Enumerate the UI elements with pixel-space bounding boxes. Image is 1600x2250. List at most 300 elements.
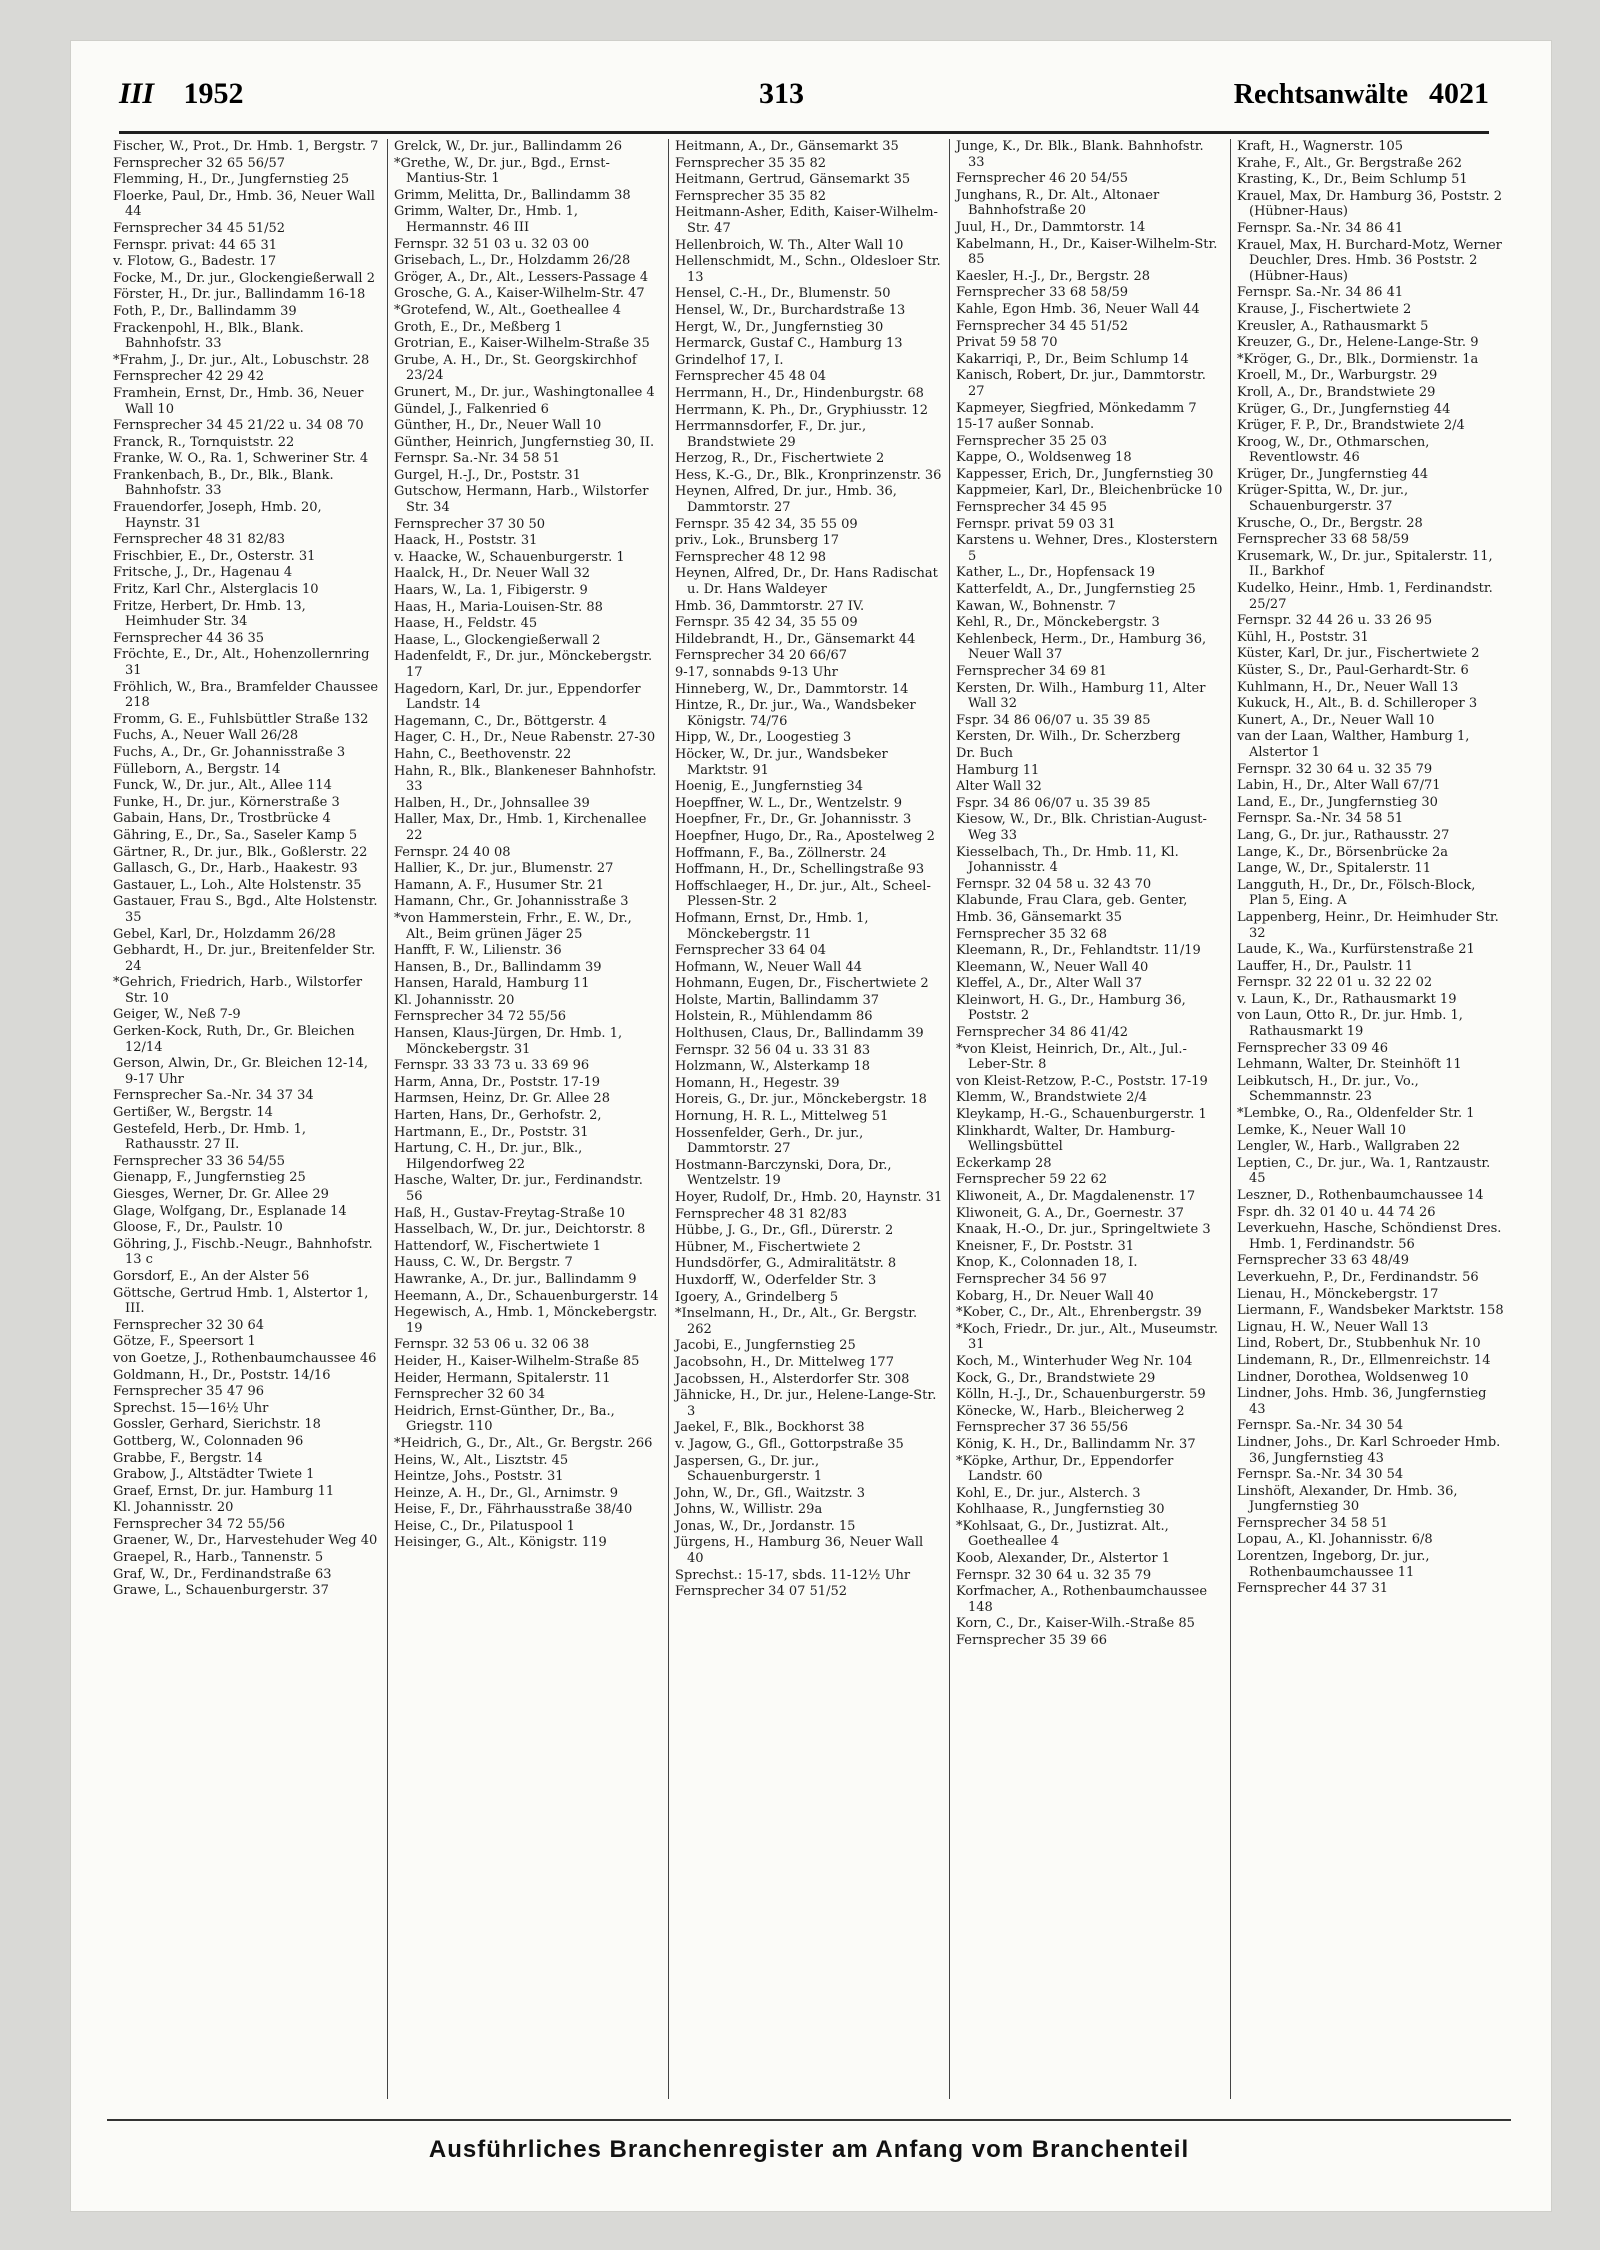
- directory-entry: Hahn, R., Blk., Blankeneser Bahnhofstr. 33: [394, 763, 657, 795]
- directory-entry: Herrmannsdorfer, F., Dr. jur., Brandstwiete 29: [675, 419, 867, 450]
- page-header: [119, 71, 1489, 134]
- directory-entry: Lorentzen, Ingeborg, Dr. jur., Rothenbaumchaussee 11: [1237, 1549, 1430, 1580]
- directory-entry: 9-17, sonnabds 9-13 Uhr: [675, 665, 838, 680]
- directory-entry: Kneisner, F., Dr. Poststr. 31: [956, 1238, 1135, 1254]
- directory-entry: Fernsprecher 33 63 48/49: [1237, 1253, 1409, 1269]
- directory-entry: Grabbe, F., Bergstr. 14: [113, 1450, 263, 1466]
- column-2: [387, 139, 668, 2099]
- directory-entry: Hildebrandt, H., Dr., Gänsemarkt 44: [675, 631, 916, 647]
- directory-entry: Kersten, Dr. Wilh., Hamburg 11, Alter Wall 32: [956, 680, 1206, 712]
- directory-entry: Grotrian, E., Kaiser-Wilhelm-Straße 35: [394, 336, 650, 352]
- directory-entry: Hagedorn, Karl, Dr. jur., Eppendorfer Landstr. 14: [394, 681, 641, 713]
- directory-entry: Kleemann, W., Neuer Wall 40: [956, 959, 1149, 975]
- directory-entry: Lindner, Dorothea, Woldsenweg 10: [1237, 1369, 1469, 1385]
- directory-entry: Fernsprecher 35 47 96: [113, 1384, 265, 1400]
- directory-entry: Graf, W., Dr., Ferdinandstraße 63: [113, 1566, 332, 1582]
- directory-entry: Leptien, C., Dr. jur., Wa. 1, Rantzaustr. 45: [1237, 1155, 1491, 1187]
- directory-entry: Fernspr. 32 56 04 u. 33 31 83: [675, 1042, 871, 1058]
- directory-entry: Lang, G., Dr. jur., Rathausstr. 27: [1237, 827, 1450, 843]
- directory-entry: Lange, K., Dr., Börsenbrücke 2a: [1237, 844, 1448, 860]
- directory-entry: Hmb. 36, Gänsemarkt 35: [956, 909, 1122, 925]
- directory-entry: Fernsprecher 37 36 55/56: [956, 1420, 1128, 1436]
- directory-entry: Heise, C., Dr., Pilatuspool 1: [394, 1518, 575, 1534]
- directory-entry: Kehl, R., Dr., Mönckebergstr. 3: [956, 615, 1160, 631]
- directory-entry: Kappmeier, Karl, Dr., Bleichenbrücke 10: [956, 483, 1223, 499]
- directory-entry: Fuchs, A., Dr., Gr. Johannisstraße 3: [113, 744, 346, 760]
- directory-entry: Fromm, G. E., Fuhlsbüttler Straße 132: [113, 711, 369, 727]
- directory-entry: Hintze, R., Dr. jur., Wa., Wandsbeker Königstr. 74/76: [675, 698, 916, 729]
- directory-entry: Hipp, W., Dr., Loogestieg 3: [675, 730, 852, 746]
- directory-entry: Fspr. 34 86 06/07 u. 35 39 85: [956, 795, 1151, 811]
- directory-entry: Hoyer, Rudolf, Dr., Hmb. 20, Haynstr. 31: [675, 1190, 943, 1205]
- directory-entry: Fernsprecher 37 30 50: [394, 516, 546, 532]
- directory-entry: Glage, Wolfgang, Dr., Esplanade 14: [113, 1203, 347, 1219]
- directory-entry: Günther, H., Dr., Neuer Wall 10: [394, 418, 602, 434]
- directory-entry: Gabain, Hans, Dr., Trostbrücke 4: [113, 811, 331, 827]
- directory-entry: Franck, R., Tornquiststr. 22: [113, 434, 295, 450]
- directory-entry: Kunert, A., Dr., Neuer Wall 10: [1237, 712, 1435, 728]
- directory-entry: Hmb. 36, Dammtorstr. 27 IV.: [675, 598, 865, 614]
- directory-entry: Fernsprecher 34 69 81: [956, 664, 1108, 679]
- directory-entry: Leszner, D., Rothenbaumchaussee 14: [1237, 1188, 1484, 1203]
- directory-entry: Heidrich, Ernst-Günther, Dr., Ba., Griegstr. 110: [394, 1403, 615, 1435]
- directory-entry: Fernspr. Sa.-Nr. 34 86 41: [1237, 220, 1404, 236]
- directory-entry: Hansen, Harald, Hamburg 11: [394, 976, 590, 992]
- directory-entry: Fernsprecher 33 68 58/59: [1237, 532, 1409, 548]
- directory-entry: Gerken-Kock, Ruth, Dr., Gr. Bleichen 12/14: [113, 1024, 355, 1055]
- directory-entry: Kudelko, Heinr., Hmb. 1, Ferdinandstr. 25/27: [1237, 581, 1493, 612]
- directory-entry: Fernsprecher 34 45 51/52: [113, 220, 285, 236]
- directory-entry: Krasting, K., Dr., Beim Schlump 51: [1237, 172, 1468, 188]
- directory-entry: Frankenbach, B., Dr., Blk., Blank. Bahnhofstr. 33: [113, 467, 334, 499]
- directory-entry: *Köpke, Arthur, Dr., Eppendorfer Landstr. 60: [956, 1453, 1174, 1485]
- directory-entry: Holthusen, Claus, Dr., Ballindamm 39: [675, 1026, 924, 1042]
- directory-entry: Fernspr. privat 59 03 31: [956, 516, 1116, 532]
- directory-entry: Heitmann, A., Dr., Gänsemarkt 35: [675, 139, 899, 154]
- directory-entry: Gähring, E., Dr., Sa., Saseler Kamp 5: [113, 827, 358, 843]
- directory-entry: Gündel, J., Falkenried 6: [394, 401, 549, 417]
- directory-entry: Fernsprecher 34 86 41/42: [956, 1025, 1128, 1041]
- directory-entry: Haas, H., Maria-Louisen-Str. 88: [394, 599, 603, 615]
- directory-entry: Kaesler, H.-J., Dr., Bergstr. 28: [956, 268, 1151, 284]
- directory-entry: Krauel, Max, H. Burchard-Motz, Werner Deuchler, Dres. Hmb. 36 Poststr. 2 (Hübner-Haus): [1237, 237, 1502, 284]
- directory-entry: Fernspr. 32 30 64 u. 32 35 79: [1237, 761, 1433, 777]
- directory-entry: Kölln, H.-J., Dr., Schauenburgerstr. 59: [956, 1387, 1206, 1403]
- directory-entry: Fernspr. 32 04 58 u. 32 43 70: [956, 876, 1152, 892]
- directory-entry: von Laun, Otto R., Dr. jur. Hmb. 1, Rathausmarkt 19: [1237, 1008, 1463, 1040]
- directory-entry: Hellenschmidt, M., Schn., Oldesloer Str. 13: [675, 254, 941, 285]
- directory-entry: Grabow, J., Altstädter Twiete 1: [113, 1467, 315, 1483]
- directory-entry: Heinze, A. H., Dr., Gl., Arnimstr. 9: [394, 1485, 618, 1501]
- directory-entry: Kroell, M., Dr., Warburgstr. 29: [1237, 368, 1438, 384]
- directory-entry: Hensel, W., Dr., Burchardstraße 13: [675, 302, 906, 318]
- directory-entry: Günther, Heinrich, Jungfernstieg 30, II.: [394, 434, 655, 450]
- page-number: 313: [759, 77, 804, 110]
- directory-entry: Kanisch, Robert, Dr. jur., Dammtorstr. 27: [956, 368, 1206, 399]
- directory-entry: Flemming, H., Dr., Jungfernstieg 25: [113, 172, 350, 188]
- directory-entry: Alter Wall 32: [956, 779, 1042, 795]
- directory-entry: Graepel, R., Harb., Tannenstr. 5: [113, 1550, 324, 1566]
- directory-entry: König, K. H., Dr., Ballindamm Nr. 37: [956, 1436, 1196, 1452]
- directory-entry: Goldmann, H., Dr., Poststr. 14/16: [113, 1367, 331, 1383]
- directory-entry: Kreusler, A., Rathausmarkt 5: [1237, 318, 1429, 334]
- directory-entry: Fritz, Karl Chr., Alsterglacis 10: [113, 582, 319, 598]
- directory-entry: Kl. Johannisstr. 20: [113, 1500, 234, 1516]
- directory-entry: Hoffmann, H., Dr., Schellingstraße 93: [675, 862, 925, 878]
- directory-entry: Krahe, F., Alt., Gr. Bergstraße 262: [1237, 155, 1462, 171]
- directory-entry: Hundsdörfer, G., Admiralitätstr. 8: [675, 1256, 897, 1272]
- directory-entry: Gebel, Karl, Dr., Holzdamm 26/28: [113, 926, 336, 942]
- directory-entry: Korfmacher, A., Rothenbaumchaussee 148: [956, 1584, 1208, 1615]
- directory-entry: Fernsprecher 32 60 34: [394, 1387, 546, 1403]
- directory-entry: Fernsprecher 34 56 97: [956, 1271, 1108, 1287]
- directory-entry: Halben, H., Dr., Johnsallee 39: [394, 795, 590, 811]
- directory-entry: Hofmann, Ernst, Dr., Hmb. 1, Mönckebergstr. 11: [675, 910, 869, 942]
- directory-entry: Gebhardt, H., Dr. jur., Breitenfelder Str. 24: [113, 943, 376, 974]
- directory-entry: Grosche, G. A., Kaiser-Wilhelm-Str. 47: [394, 286, 645, 302]
- directory-entry: Kohlhaase, R., Jungfernstieg 30: [956, 1502, 1165, 1518]
- directory-entry: Hossenfelder, Gerh., Dr. jur., Dammtorstr. 27: [675, 1125, 864, 1157]
- directory-entry: Fernsprecher 32 65 56/57: [113, 155, 285, 171]
- directory-entry: Fritze, Herbert, Dr. Hmb. 13, Heimhuder Str. 34: [113, 598, 306, 630]
- directory-entry: 15-17 außer Sonnab.: [956, 417, 1095, 433]
- directory-entry: Gärtner, R., Dr. jur., Blk., Goßlerstr. 22: [113, 844, 368, 860]
- column-5: [1230, 139, 1511, 2099]
- directory-entry: priv., Lok., Brunsberg 17: [675, 533, 840, 549]
- directory-entry: Hartung, C. H., Dr. jur., Blk., Hilgendorfweg 22: [394, 1141, 583, 1172]
- directory-entry: *Kohlsaat, G., Dr., Justizrat. Alt., Goetheallee 4: [956, 1518, 1169, 1550]
- column-1: [107, 139, 387, 2099]
- directory-entry: Kühl, H., Poststr. 31: [1237, 629, 1369, 645]
- directory-entry: Grimm, Melitta, Dr., Ballindamm 38: [394, 187, 631, 203]
- directory-entry: Gerson, Alwin, Dr., Gr. Bleichen 12-14, 9-17 Uhr: [113, 1056, 368, 1087]
- directory-entry: Lauffer, H., Dr., Paulstr. 11: [1237, 958, 1414, 974]
- directory-entry: Hohmann, Eugen, Dr., Fischertwiete 2: [675, 976, 929, 992]
- directory-entry: Heynen, Alfred, Dr., Dr. Hans Radischat u. Dr. Hans Waldeyer: [675, 566, 938, 598]
- directory-entry: Kleffel, A., Dr., Alter Wall 37: [956, 976, 1143, 992]
- directory-entry: Fernsprecher 34 45 51/52: [956, 318, 1128, 334]
- directory-entry: Labin, H., Dr., Alter Wall 67/71: [1237, 778, 1441, 794]
- directory-entry: Kliwoneit, G. A., Dr., Goernestr. 37: [956, 1205, 1184, 1221]
- directory-entry: Floerke, Paul, Dr., Hmb. 36, Neuer Wall 44: [113, 188, 375, 220]
- directory-entry: Gallasch, G., Dr., Harb., Haakestr. 93: [113, 861, 358, 877]
- directory-entry: Horeis, G., Dr. jur., Mönckebergstr. 18: [675, 1092, 927, 1108]
- directory-entry: Göhring, J., Fischb.-Neugr., Bahnhofstr. 13 c: [113, 1236, 373, 1268]
- directory-entry: Kl. Johannisstr. 20: [394, 992, 515, 1008]
- directory-entry: Sprechst. 15—16½ Uhr: [113, 1400, 269, 1416]
- directory-entry: Kroog, W., Dr., Othmarschen, Reventlowstr. 46: [1237, 434, 1430, 466]
- directory-entry: Funke, H., Dr. jur., Körnerstraße 3: [113, 794, 340, 810]
- directory-entry: Focke, M., Dr. jur., Glockengießerwall 2: [113, 270, 375, 286]
- directory-entry: Fernspr. Sa.-Nr. 34 30 54: [1237, 1467, 1404, 1483]
- directory-entry: Hergt, W., Dr., Jungfernstieg 30: [675, 319, 884, 335]
- directory-entry: Gottberg, W., Colonnaden 96: [113, 1433, 304, 1449]
- directory-entry: *Kober, C., Dr., Alt., Ehrenbergstr. 39: [956, 1305, 1202, 1321]
- directory-entry: Fernsprecher 35 39 66: [956, 1633, 1108, 1649]
- directory-entry: Haase, H., Feldstr. 45: [394, 616, 538, 632]
- directory-entry: Grawe, L., Schauenburgerstr. 37: [113, 1583, 329, 1599]
- directory-entry: Leverkuehn, Hasche, Schöndienst Dres. Hmb. 1, Ferdinandstr. 56: [1237, 1221, 1502, 1252]
- directory-entry: Kabelmann, H., Dr., Kaiser-Wilhelm-Str. 85: [956, 236, 1218, 268]
- directory-entry: Jonas, W., Dr., Jordanstr. 15: [675, 1518, 856, 1534]
- directory-entry: Hofmann, W., Neuer Wall 44: [675, 959, 863, 975]
- directory-entry: Krüger-Spitta, W., Dr. jur., Schauenburgerstr. 37: [1237, 483, 1409, 515]
- directory-entry: Kahle, Egon Hmb. 36, Neuer Wall 44: [956, 301, 1200, 317]
- directory-entry: Geiger, W., Neß 7-9: [113, 1007, 241, 1023]
- directory-entry: Herrmann, H., Dr., Hindenburgstr. 68: [675, 385, 924, 401]
- directory-entry: Gutschow, Hermann, Harb., Wilstorfer Str. 34: [394, 484, 649, 516]
- directory-entry: Liermann, F., Wandsbeker Marktstr. 158: [1237, 1303, 1504, 1319]
- directory-entry: Grunert, M., Dr. jur., Washingtonallee 4: [394, 384, 655, 400]
- directory-entry: Hübner, M., Fischertwiete 2: [675, 1239, 861, 1255]
- directory-entry: Holste, Martin, Ballindamm 37: [675, 992, 880, 1008]
- section-heading: [1234, 77, 1489, 111]
- directory-entry: Fernspr. 33 33 73 u. 33 69 96: [394, 1058, 590, 1074]
- directory-entry: Fernspr. 32 53 06 u. 32 06 38: [394, 1337, 590, 1353]
- directory-entry: Foth, P., Dr., Ballindamm 39: [113, 303, 297, 319]
- directory-entry: Heitmann-Asher, Edith, Kaiser-Wilhelm-Str. 47: [675, 205, 938, 236]
- directory-entry: von Kleist-Retzow, P.-C., Poststr. 17-19: [956, 1073, 1208, 1089]
- directory-entry: Huxdorff, W., Oderfelder Str. 3: [675, 1272, 877, 1288]
- directory-entry: Fernsprecher 42 29 42: [113, 369, 265, 385]
- directory-entry: Kapmeyer, Siegfried, Mönkedamm 7: [956, 400, 1197, 416]
- directory-entry: Haller, Max, Dr., Hmb. 1, Kirchenallee 22: [394, 812, 647, 843]
- directory-entry: Framhein, Ernst, Dr., Hmb. 36, Neuer Wall 10: [113, 385, 364, 417]
- directory-entry: Kappesser, Erich, Dr., Jungfernstieg 30: [956, 466, 1214, 482]
- directory-entry: Fernsprecher 44 37 31: [1237, 1581, 1389, 1597]
- directory-entry: Johns, W., Willistr. 29a: [675, 1502, 823, 1518]
- directory-entry: Kersten, Dr. Wilh., Dr. Scherzberg: [956, 729, 1181, 745]
- directory-entry: Lange, W., Dr., Spitalerstr. 11: [1237, 861, 1432, 877]
- directory-entry: Hübbe, J. G., Dr., Gfl., Dürerstr. 2: [675, 1223, 894, 1239]
- directory-entry: von Goetze, J., Rothenbaumchaussee 46: [113, 1350, 377, 1366]
- directory-entry: Fernsprecher 33 09 46: [1237, 1040, 1389, 1056]
- directory-entry: Laude, K., Wa., Kurfürstenstraße 21: [1237, 942, 1475, 958]
- directory-entry: Götze, F., Speersort 1: [113, 1334, 256, 1350]
- directory-entry: Fernsprecher 44 36 35: [113, 630, 265, 646]
- directory-entry: Krüger, F. P., Dr., Brandstwiete 2/4: [1237, 418, 1465, 434]
- directory-entry: Fernsprecher 33 68 58/59: [956, 285, 1128, 301]
- directory-entry: *von Kleist, Heinrich, Dr., Alt., Jul.-Leber-Str. 8: [956, 1041, 1187, 1073]
- directory-entry: Fischer, W., Prot., Dr. Hmb. 1, Bergstr. 7: [113, 139, 379, 154]
- directory-entry: Klinkhardt, Walter, Dr. Hamburg-Wellingsbüttel: [956, 1123, 1176, 1155]
- directory-entry: Fernsprecher 59 22 62: [956, 1172, 1108, 1188]
- directory-entry: Harmsen, Heinz, Dr. Gr. Allee 28: [394, 1091, 610, 1107]
- directory-entry: Fernsprecher 35 25 03: [956, 433, 1108, 449]
- directory-entry: Fernspr. 35 42 34, 35 55 09: [675, 516, 858, 532]
- directory-entry: Fernspr. Sa.-Nr. 34 86 41: [1237, 285, 1404, 301]
- directory-entry: Jaspersen, G., Dr. jur., Schauenburgerstr. 1: [675, 1453, 823, 1485]
- directory-entry: van der Laan, Walther, Hamburg 1, Alstertor 1: [1237, 729, 1470, 760]
- directory-entry: Kleinwort, H. G., Dr., Hamburg 36, Poststr. 2: [956, 992, 1186, 1024]
- directory-entry: Fernsprecher 32 30 64: [113, 1317, 265, 1333]
- footer-notice: Ausführliches Branchenregister am Anfang vom Branchenteil: [428, 2136, 1190, 2163]
- directory-entry: Frackenpohl, H., Blk., Blank. Bahnhofstr. 33: [113, 320, 304, 352]
- directory-entry: Fröchte, E., Dr., Alt., Hohenzollernring 31: [113, 647, 370, 678]
- directory-entry: Hartmann, E., Dr., Poststr. 31: [394, 1124, 589, 1140]
- directory-entry: Fspr. dh. 32 01 40 u. 44 74 26: [1237, 1204, 1436, 1220]
- directory-entry: John, W., Dr., Gfl., Waitzstr. 3: [675, 1485, 866, 1501]
- directory-entry: Herzog, R., Dr., Fischertwiete 2: [675, 451, 885, 467]
- directory-entry: Klemm, W., Brandstwiete 2/4: [956, 1090, 1148, 1106]
- volume-number: III: [119, 77, 155, 110]
- directory-entry: Jaekel, F., Blk., Bockhorst 38: [675, 1420, 865, 1436]
- directory-entry: v. Haacke, W., Schauenburgerstr. 1: [394, 549, 625, 565]
- directory-entry: Kiesselbach, Th., Dr. Hmb. 11, Kl. Johannisstr. 4: [956, 844, 1179, 876]
- directory-entry: Fspr. 34 86 06/07 u. 35 39 85: [956, 712, 1151, 728]
- directory-entry: Lind, Robert, Dr., Stubbenhuk Nr. 10: [1237, 1336, 1481, 1352]
- directory-entry: Jacobi, E., Jungfernstieg 25: [675, 1338, 856, 1354]
- directory-entry: *Grotefend, W., Alt., Goetheallee 4: [394, 302, 622, 318]
- directory-entry: Linshöft, Alexander, Dr. Hmb. 36, Jungfernstieg 30: [1237, 1483, 1458, 1515]
- directory-entry: Hoffmann, F., Ba., Zöllnerstr. 24: [675, 845, 887, 861]
- directory-entry: Graef, Ernst, Dr. jur. Hamburg 11: [113, 1483, 335, 1499]
- column-4: [949, 139, 1230, 2099]
- directory-entry: Privat 59 58 70: [956, 335, 1058, 351]
- directory-entry: Gestefeld, Herb., Dr. Hmb. 1, Rathausstr. 27 II.: [113, 1121, 307, 1153]
- directory-entry: Heintze, Johs., Poststr. 31: [394, 1469, 564, 1485]
- directory-entry: Kappe, O., Woldsenweg 18: [956, 450, 1132, 466]
- directory-entry: Heins, W., Alt., Lisztstr. 45: [394, 1452, 569, 1468]
- directory-entry: Kawan, W., Bohnenstr. 7: [956, 598, 1116, 614]
- directory-entry: Knaak, H.-O., Dr. jur., Springeltwiete 3: [956, 1222, 1211, 1238]
- directory-entry: Fernsprecher 35 35 82: [675, 188, 827, 204]
- directory-entry: Heitmann, Gertrud, Gänsemarkt 35: [675, 172, 911, 188]
- directory-entry: Fritsche, J., Dr., Hagenau 4: [113, 565, 293, 581]
- directory-entry: Fröhlich, W., Bra., Bramfelder Chaussee 218: [113, 679, 379, 711]
- directory-entry: Frischbier, E., Dr., Osterstr. 31: [113, 548, 316, 564]
- year: 1952: [183, 77, 244, 110]
- directory-entry: Krause, J., Fischertwiete 2: [1237, 301, 1412, 317]
- directory-entry: Haack, H., Poststr. 31: [394, 533, 538, 549]
- directory-entry: *Grethe, W., Dr. jur., Bgd., Ernst-Mantius-Str. 1: [394, 155, 610, 187]
- directory-entry: Gorsdorf, E., An der Alster 56: [113, 1268, 310, 1284]
- directory-entry: Lignau, H. W., Neuer Wall 13: [1237, 1319, 1429, 1335]
- directory-entry: Klabunde, Frau Clara, geb. Genter,: [956, 893, 1188, 909]
- directory-entry: Grube, A. H., Dr., St. Georgskirchhof 23/24: [394, 352, 637, 384]
- directory-entry: Heemann, A., Dr., Schauenburgerstr. 14: [394, 1288, 659, 1304]
- directory-entry: Förster, H., Dr. jur., Ballindamm 16-18: [113, 287, 366, 303]
- directory-entry: Grisebach, L., Dr., Holzdamm 26/28: [394, 253, 631, 269]
- directory-entry: Land, E., Dr., Jungfernstieg 30: [1237, 794, 1438, 810]
- directory-entry: Gertißer, W., Bergstr. 14: [113, 1105, 273, 1121]
- directory-entry: Hansen, B., Dr., Ballindamm 39: [394, 959, 602, 975]
- directory-entry: Hinneberg, W., Dr., Dammtorstr. 14: [675, 681, 909, 697]
- directory-entry: Kuhlmann, H., Dr., Neuer Wall 13: [1237, 679, 1459, 695]
- directory-entry: Fernspr. 32 44 26 u. 33 26 95: [1237, 613, 1433, 629]
- directory-entry: Krüger, Dr., Jungfernstieg 44: [1237, 466, 1429, 482]
- directory-entry: Hahn, C., Beethovenstr. 22: [394, 746, 572, 762]
- directory-entry: Lengler, W., Harb., Wallgraben 22: [1237, 1139, 1461, 1155]
- directory-entry: Kock, G., Dr., Brandstwiete 29: [956, 1370, 1156, 1386]
- directory-entry: Hanfft, F. W., Lilienstr. 36: [394, 943, 562, 959]
- directory-entry: Fuchs, A., Neuer Wall 26/28: [113, 728, 299, 744]
- directory-entry: Fernsprecher 45 48 04: [675, 369, 827, 385]
- directory-entry: Knop, K., Colonnaden 18, I.: [956, 1255, 1138, 1271]
- directory-entry: Fernsprecher 35 35 82: [675, 155, 827, 171]
- directory-entry: Fernspr. Sa.-Nr. 34 58 51: [1237, 811, 1404, 827]
- directory-entry: Hoenig, E., Jungfernstieg 34: [675, 779, 863, 795]
- directory-entry: Hensel, C.-H., Dr., Blumenstr. 50: [675, 286, 891, 302]
- directory-entry: Fernspr. privat: 44 65 31: [113, 237, 278, 253]
- directory-entry: Sprechst.: 15-17, sbds. 11-12½ Uhr: [675, 1567, 911, 1583]
- directory-entry: Fernsprecher 35 32 68: [956, 926, 1108, 942]
- directory-entry: Grelck, W., Dr. jur., Ballindamm 26: [394, 139, 622, 154]
- directory-entry: Fernspr. 32 30 64 u. 32 35 79: [956, 1567, 1152, 1583]
- directory-entry: Hadenfeldt, F., Dr. jur., Mönckebergstr. 17: [394, 649, 653, 680]
- directory-entry: Juul, H., Dr., Dammtorstr. 14: [956, 219, 1146, 235]
- directory-entry: Kobarg, H., Dr. Neuer Wall 40: [956, 1288, 1154, 1304]
- directory-entry: Junghans, R., Dr. Alt., Altonaer Bahnhofstraße 20: [956, 187, 1160, 219]
- directory-entry: Groth, E., Dr., Meßberg 1: [394, 319, 563, 335]
- directory-entry: Harten, Hans, Dr., Gerhofstr. 2,: [394, 1108, 602, 1124]
- directory-entry: Karstens u. Wehner, Dres., Klosterstern 5: [956, 533, 1218, 564]
- directory-entry: Kather, L., Dr., Hopfensack 19: [956, 565, 1156, 581]
- directory-entry: Graener, W., Dr., Harvestehuder Weg 40: [113, 1533, 378, 1549]
- directory-entry: Gienapp, F., Jungfernstieg 25: [113, 1170, 306, 1186]
- directory-entry: Giesges, Werner, Dr. Gr. Allee 29: [113, 1187, 329, 1202]
- directory-entry: Haß, H., Gustav-Freytag-Straße 10: [394, 1205, 626, 1221]
- directory-entry: Göttsche, Gertrud Hmb. 1, Alstertor 1, III.: [113, 1285, 369, 1317]
- directory-entry: Heisinger, G., Alt., Königstr. 119: [394, 1535, 607, 1551]
- directory-entry: Lemke, K., Neuer Wall 10: [1237, 1122, 1407, 1138]
- directory-entry: Haalck, H., Dr. Neuer Wall 32: [394, 566, 591, 582]
- directory-entry: Fernspr. 32 51 03 u. 32 03 00: [394, 236, 590, 252]
- directory-entry: Fernsprecher 48 31 82/83: [113, 532, 285, 548]
- directory-entry: Haase, L., Glockengießerwall 2: [394, 632, 601, 648]
- directory-entry: Gröger, A., Dr., Alt., Lessers-Passage 4: [394, 269, 649, 285]
- directory-entry: Leverkuehn, P., Dr., Ferdinandstr. 56: [1237, 1269, 1479, 1285]
- directory-entry: Kreuzer, G., Dr., Helene-Lange-Str. 9: [1237, 335, 1479, 351]
- directory-entry: Lienau, H., Mönckebergstr. 17: [1237, 1286, 1439, 1302]
- directory-entry: Fernsprecher 34 58 51: [1237, 1515, 1389, 1531]
- directory-entry: v. Jagow, G., Gfl., Gottorpstraße 35: [675, 1436, 904, 1452]
- directory-entry: v. Flotow, G., Badestr. 17: [113, 254, 277, 270]
- directory-entry: Krüger, G., Dr., Jungfernstieg 44: [1237, 401, 1451, 417]
- directory-entry: Haars, W., La. 1, Fibigerstr. 9: [394, 583, 588, 599]
- directory-entry: Fernsprecher 34 07 51/52: [675, 1584, 847, 1600]
- directory-entry: *von Hammerstein, Frhr., E. W., Dr., Alt., Beim grünen Jäger 25: [394, 910, 632, 942]
- directory-entry: Holzmann, W., Alsterkamp 18: [675, 1059, 871, 1075]
- directory-entry: Herrmann, K. Ph., Dr., Gryphiusstr. 12: [675, 402, 928, 418]
- directory-entry: Hattendorf, W., Fischertwiete 1: [394, 1238, 601, 1254]
- directory-entry: Dr. Buch: [956, 745, 1014, 761]
- directory-entry: Hermarck, Gustaf C., Hamburg 13: [675, 336, 903, 352]
- volume-year: [119, 77, 244, 111]
- directory-entry: Heise, F., Dr., Fährhausstraße 38/40: [394, 1502, 633, 1518]
- directory-entry: Fernspr. 35 42 34, 35 55 09: [675, 615, 858, 631]
- directory-entry: Hoepfner, Fr., Dr., Gr. Johannisstr. 3: [675, 812, 912, 828]
- directory-entry: *Kröger, G., Dr., Blk., Dormienstr. 1a: [1237, 351, 1479, 367]
- directory-entry: Lindner, Johs., Dr. Karl Schroeder Hmb. 36, Jungfernstieg 43: [1237, 1434, 1501, 1466]
- directory-entry: Kliwoneit, A., Dr. Magdalenenstr. 17: [956, 1189, 1196, 1204]
- directory-entry: Fernsprecher 34 45 21/22 u. 34 08 70: [113, 418, 364, 434]
- directory-entry: Kiesow, W., Dr., Blk. Christian-August-Weg 33: [956, 812, 1207, 843]
- directory-entry: Fernsprecher 33 36 54/55: [113, 1153, 285, 1169]
- directory-entry: Gurgel, H.-J., Dr., Poststr. 31: [394, 467, 581, 483]
- directory-entry: Junge, K., Dr. Blk., Blank. Bahnhofstr. 33: [956, 139, 1204, 170]
- directory-entry: Fernspr. 32 22 01 u. 32 22 02: [1237, 975, 1433, 991]
- directory-entry: Hoepffner, W. L., Dr., Wentzelstr. 9: [675, 795, 903, 811]
- directory-entry: Fernsprecher 34 20 66/67: [675, 648, 847, 664]
- directory-entry: Hager, C. H., Dr., Neue Rabenstr. 27-30: [394, 730, 656, 746]
- directory-entry: Lappenberg, Heinr., Dr. Heimhuder Str. 32: [1237, 909, 1499, 941]
- directory-entry: Hegewisch, A., Hmb. 1, Mönckebergstr. 19: [394, 1305, 658, 1336]
- directory-entry: Hansen, Klaus-Jürgen, Dr. Hmb. 1, Mönckebergstr. 31: [394, 1026, 623, 1057]
- directory-entry: Fernsprecher Sa.-Nr. 34 37 34: [113, 1088, 314, 1104]
- directory-entry: Jacobssen, H., Alsterdorfer Str. 308: [675, 1371, 910, 1387]
- directory-entry: Igoery, A., Grindelberg 5: [675, 1289, 839, 1305]
